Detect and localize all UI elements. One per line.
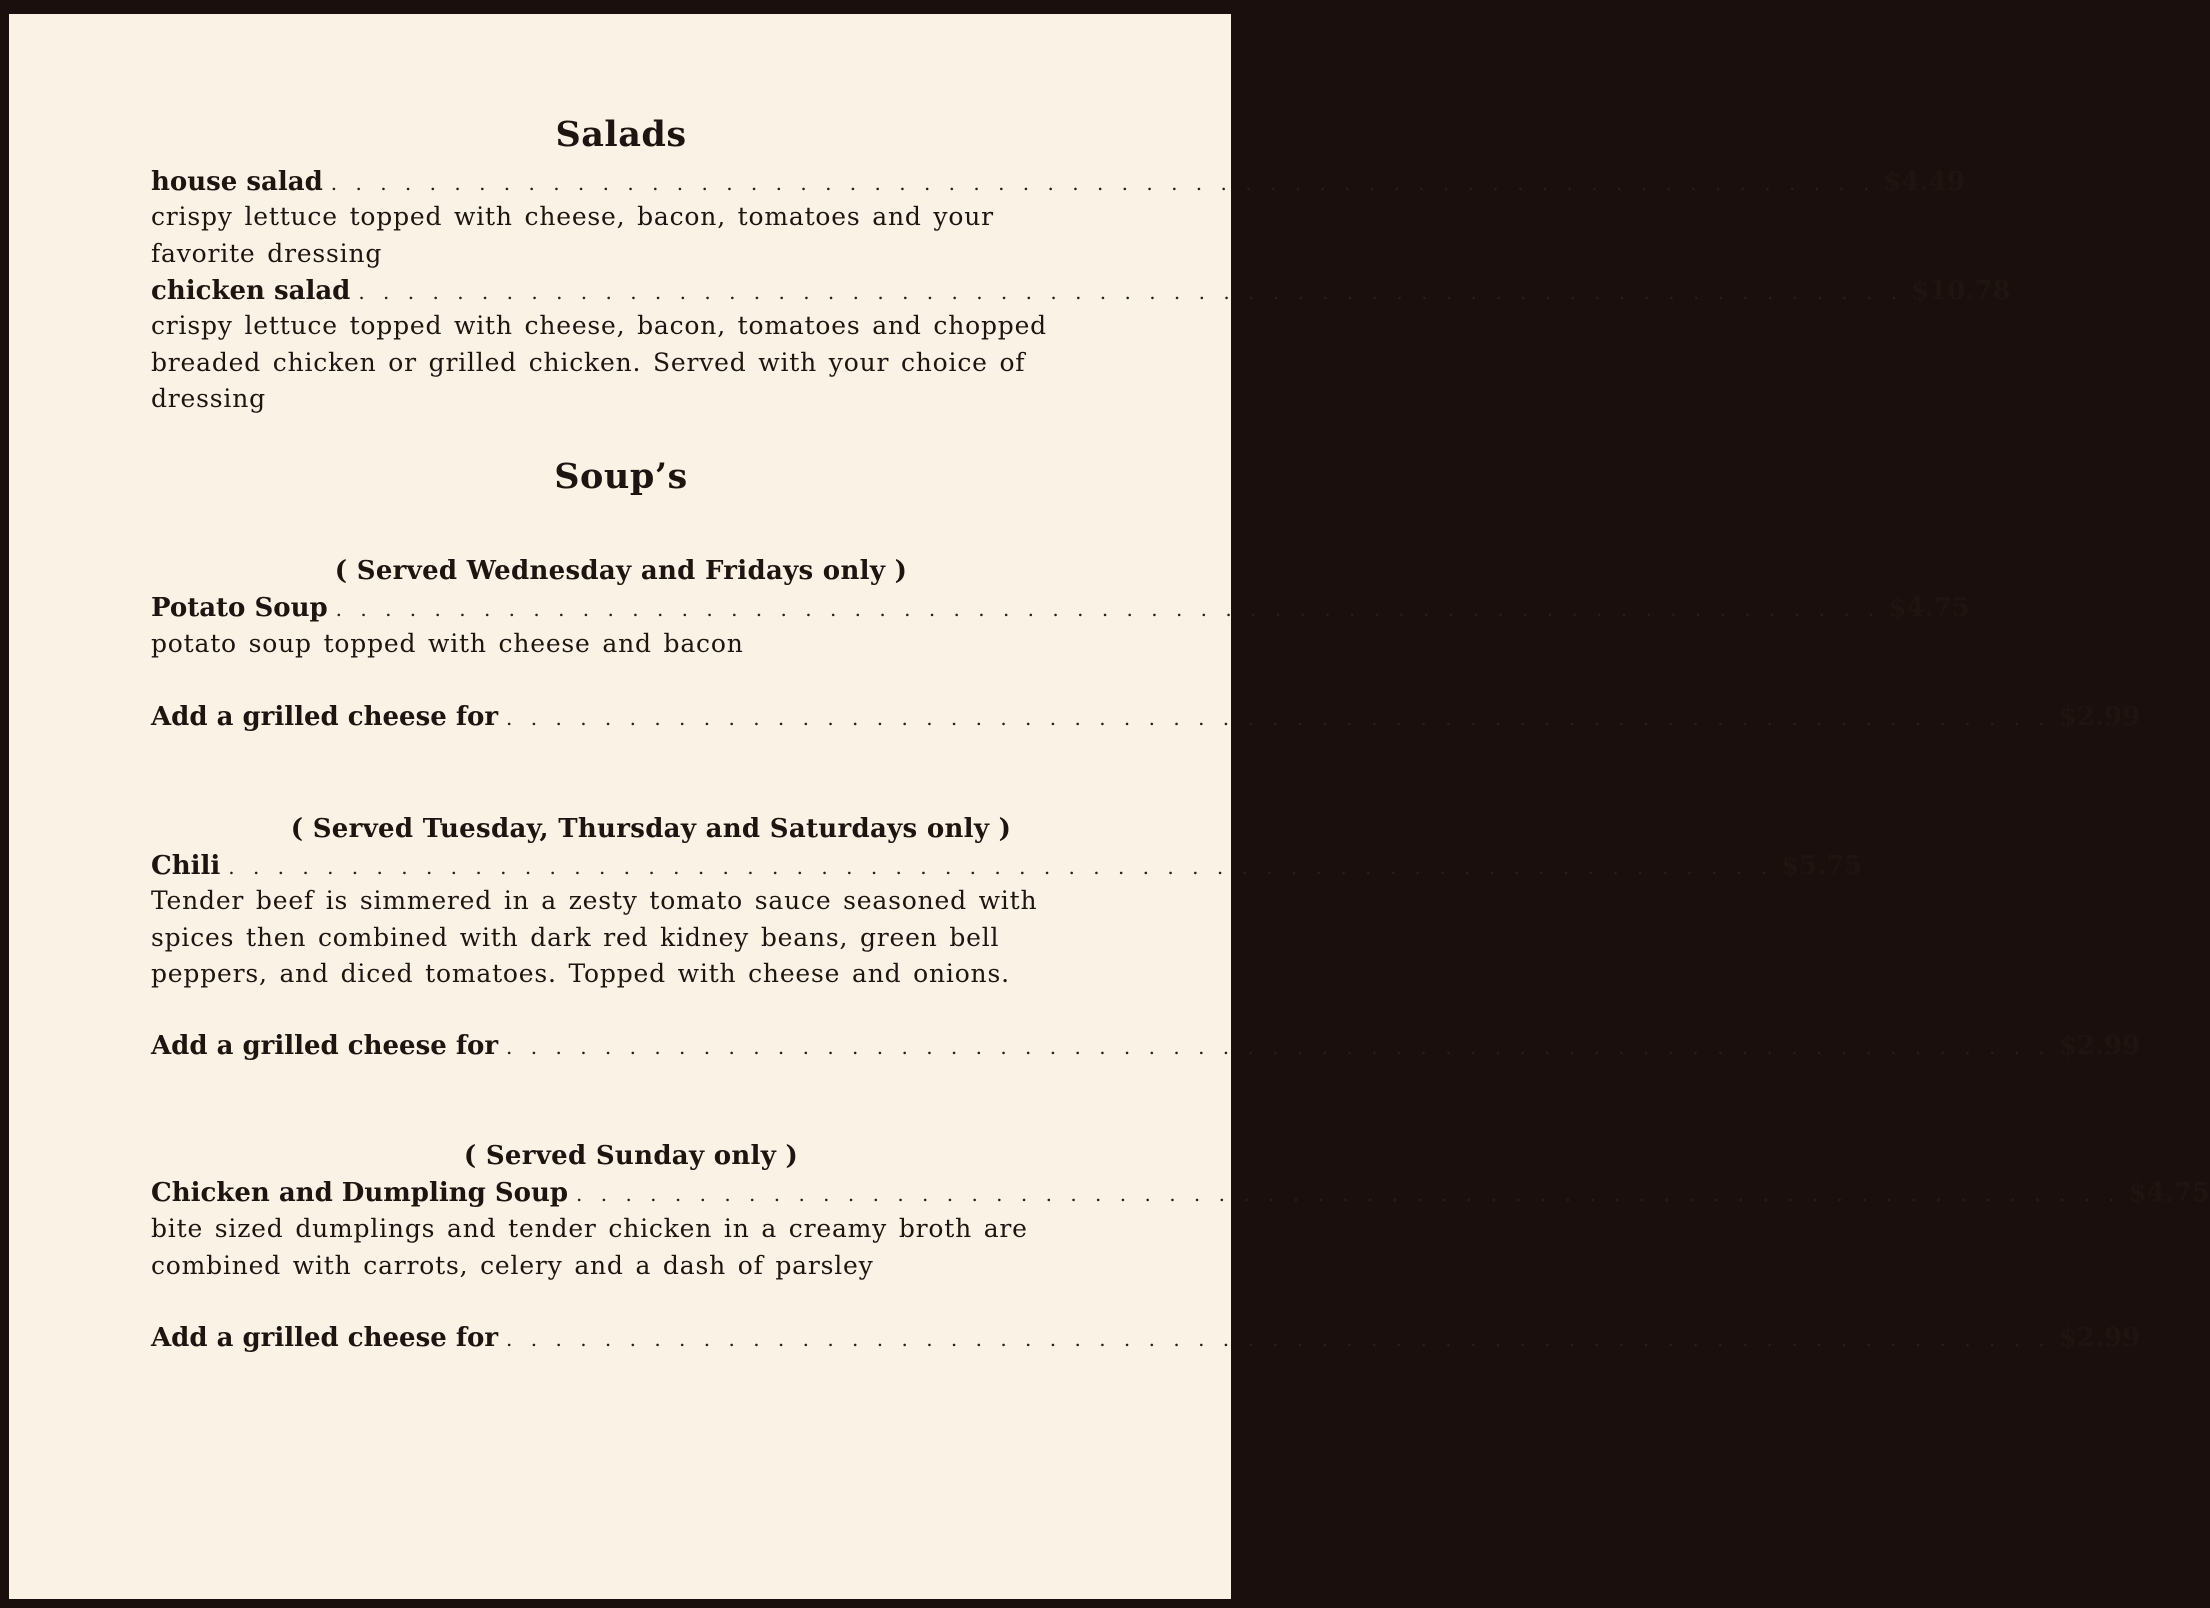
menu-item-house-salad — [151, 166, 1965, 198]
menu-item-chicken-salad — [151, 275, 2011, 307]
addon-label: Add a grilled cheese for — [151, 1031, 499, 1061]
serving-days-note: ( Served Tuesday, Thursday and Saturdays only ) — [290, 814, 1012, 844]
addon-label: Add a grilled cheese for — [151, 702, 499, 732]
serving-days-note: ( Served Wednesday and Fridays only ) — [334, 556, 908, 586]
item-price: $4.75 — [2128, 1178, 2210, 1208]
item-price: $4.49 — [1883, 167, 1965, 197]
item-price: $5.75 — [1780, 851, 1863, 881]
addon-grilled-cheese — [151, 701, 2141, 733]
item-price: $10.78 — [1911, 276, 2011, 306]
dot-leader: . . . . . . . . . . . . . . . . . . . . . . . . . . . . . . . . . . . . . . . . . . . . . . . . . . . . . . . . . . . . . . . — [358, 280, 1904, 304]
item-description: crispy lettuce topped with cheese, bacon, tomatoes and chopped breaded chicken or grilled chicken. Served with your choice of dressing — [151, 311, 1047, 413]
dot-leader: . . . . . . . . . . . . . . . . . . . . . . . . . . . . . . . . . . . . . . . . . . . . . . . . . . . . . . . . . . . . . . . — [506, 1327, 2051, 1351]
item-description: bite sized dumplings and tender chicken in a creamy broth are combined with carrots, celery and a dash of parsley — [151, 1214, 1028, 1280]
item-description: potato soup topped with cheese and bacon — [151, 629, 744, 658]
menu-page — [9, 14, 2210, 1599]
salads-heading: Salads — [555, 114, 687, 155]
menu-item-chicken-dumpling-soup — [151, 1177, 2210, 1209]
dot-leader: . . . . . . . . . . . . . . . . . . . . . . . . . . . . . . . . . . . . . . . . . . . . . . . . . . . . . . . . . . . . . . . — [335, 597, 1881, 621]
soups-heading: Soup’s — [554, 456, 688, 497]
item-description: Tender beef is simmered in a zesty tomato sauce seasoned with spices then combined with dark red kidney beans, green bell peppers, and diced tomatoes. Topped with cheese and onions. — [151, 886, 1038, 988]
dot-leader: . . . . . . . . . . . . . . . . . . . . . . . . . . . . . . . . . . . . . . . . . . . . . . . . . . . . . . . . . . . . . . . — [330, 171, 1876, 195]
menu-item-potato-soup — [151, 592, 1970, 624]
item-name: chicken salad — [151, 276, 351, 306]
item-price: $4.75 — [1888, 593, 1970, 623]
addon-grilled-cheese — [151, 1322, 2141, 1354]
addon-grilled-cheese — [151, 1030, 2141, 1062]
item-name: Potato Soup — [151, 593, 328, 623]
addon-price: $2.99 — [2058, 1031, 2141, 1061]
item-name: Chicken and Dumpling Soup — [151, 1178, 569, 1208]
addon-label: Add a grilled cheese for — [151, 1323, 499, 1353]
dot-leader: . . . . . . . . . . . . . . . . . . . . . . . . . . . . . . . . . . . . . . . . . . . . . . . . . . . . . . . . . . . . . . . — [576, 1182, 2121, 1206]
menu-item-chili — [151, 850, 1863, 882]
item-name: Chili — [151, 851, 221, 881]
dot-leader: . . . . . . . . . . . . . . . . . . . . . . . . . . . . . . . . . . . . . . . . . . . . . . . . . . . . . . . . . . . . . . . — [506, 1035, 2051, 1059]
serving-days-note: ( Served Sunday only ) — [463, 1141, 799, 1171]
dot-leader: . . . . . . . . . . . . . . . . . . . . . . . . . . . . . . . . . . . . . . . . . . . . . . . . . . . . . . . . . . . . . . . — [506, 706, 2051, 730]
addon-price: $2.99 — [2058, 702, 2141, 732]
dot-leader: . . . . . . . . . . . . . . . . . . . . . . . . . . . . . . . . . . . . . . . . . . . . . . . . . . . . . . . . . . . . . . . — [228, 855, 1773, 879]
addon-price: $2.99 — [2058, 1323, 2141, 1353]
item-name: house salad — [151, 167, 323, 197]
item-description: crispy lettuce topped with cheese, bacon, tomatoes and your favorite dressing — [151, 202, 994, 268]
